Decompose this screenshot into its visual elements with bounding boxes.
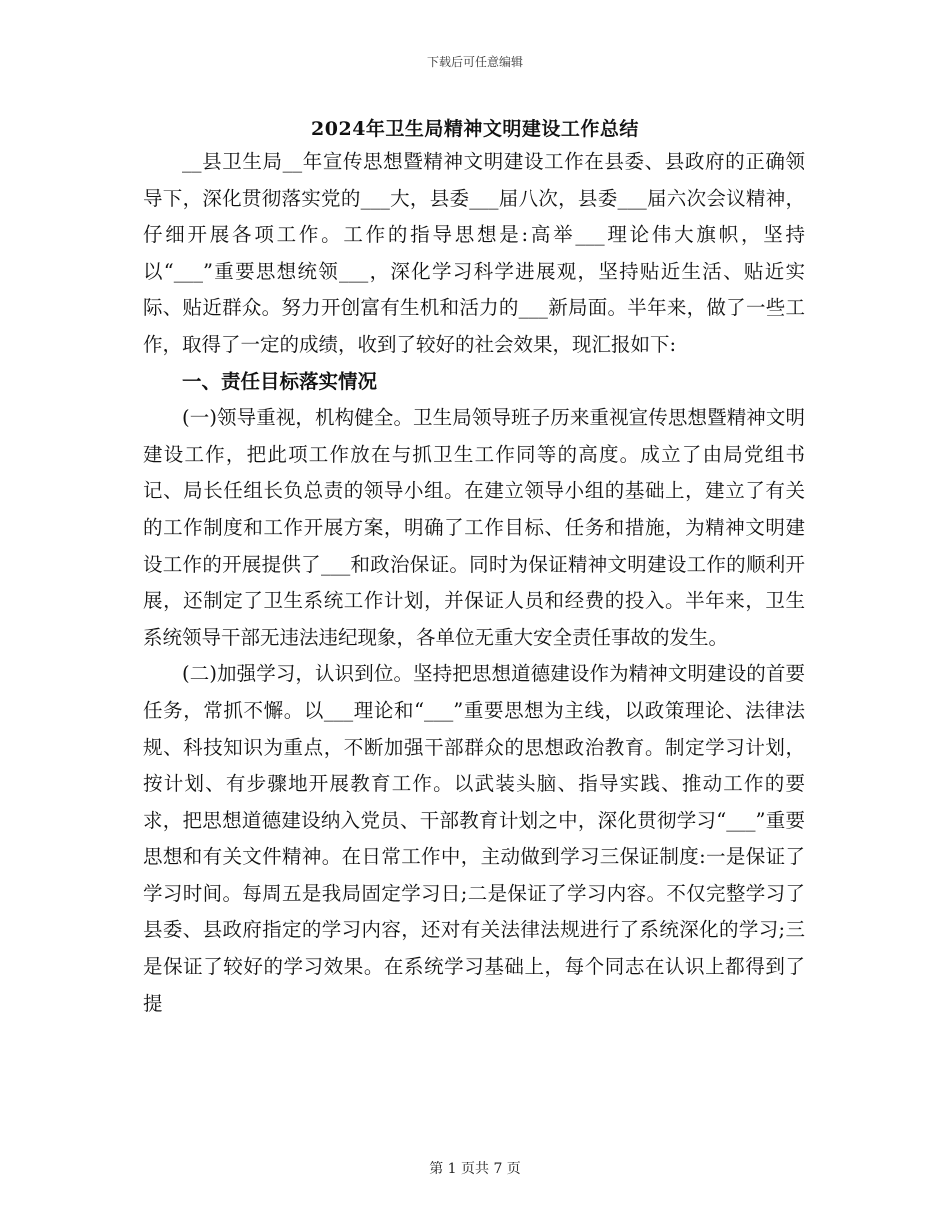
document-title: 2024年卫生局精神文明建设工作总结 [311, 118, 639, 140]
paragraph-leadership: (一)领导重视，机构健全。卫生局领导班子历来重视宣传思想暨精神文明建设工作，把此项工作放在与抓卫生工作同等的高度。成立了由局党组书记、局长任组长负总责的领导小组。在建立领导小组的基础上，建立了有关的工作制度和工作开展方案，明确了工作目标、任务和措施，为精神文明建设工作的开展提供了___和政治保证。同时为保证精神文明建设工作的顺利开展，还制定了卫生系统工作计划，并保证人员和经费的投入。半年来，卫生系统领导干部无违法违纪现象，各单位无重大安全责任事故的发生。 [143, 406, 805, 649]
header-note: 下载后可任意编辑 [426, 55, 523, 69]
section-heading: 一、责任目标落实情况 [182, 369, 378, 393]
document-body [143, 144, 805, 1022]
page-footer: 第 1 页共 7 页 [429, 1161, 521, 1177]
paragraph-study: (二)加强学习，认识到位。坚持把思想道德建设作为精神文明建设的首要任务，常抓不懈。以___理论和“___”重要思想为主线，以政策理论、法律法规、科技知识为重点，不断加强干部群众的思想政治教育。制定学习计划，按计划、有步骤地开展教育工作。以武装头脑、指导实践、推动工作的要求，把思想道德建设纳入党员、干部教育计划之中，深化贯彻学习“___”重要思想和有关文件精神。在日常工作中，主动做到学习三保证制度:一是保证了学习时间。每周五是我局固定学习日;二是保证了学习内容。不仅完整学习了县委、县政府指定的学习内容，还对有关法律法规进行了系统深化的学习;三是保证了较好的学习效果。在系统学习基础上，每个同志在认识上都得到了提 [143, 662, 805, 1015]
intro-paragraph: __县卫生局__年宣传思想暨精神文明建设工作在县委、县政府的正确领导下，深化贯彻落实党的___大，县委___届八次，县委___届六次会议精神，仔细开展各项工作。工作的指导思想是:高举___理论伟大旗帜，坚持以“___”重要思想统领___，深化学习科学进展观，坚持贴近生活、贴近实际、贴近群众。努力开创富有生机和活力的___新局面。半年来，做了一些工作，取得了一定的成绩，收到了较好的社会效果，现汇报如下: [143, 150, 805, 356]
